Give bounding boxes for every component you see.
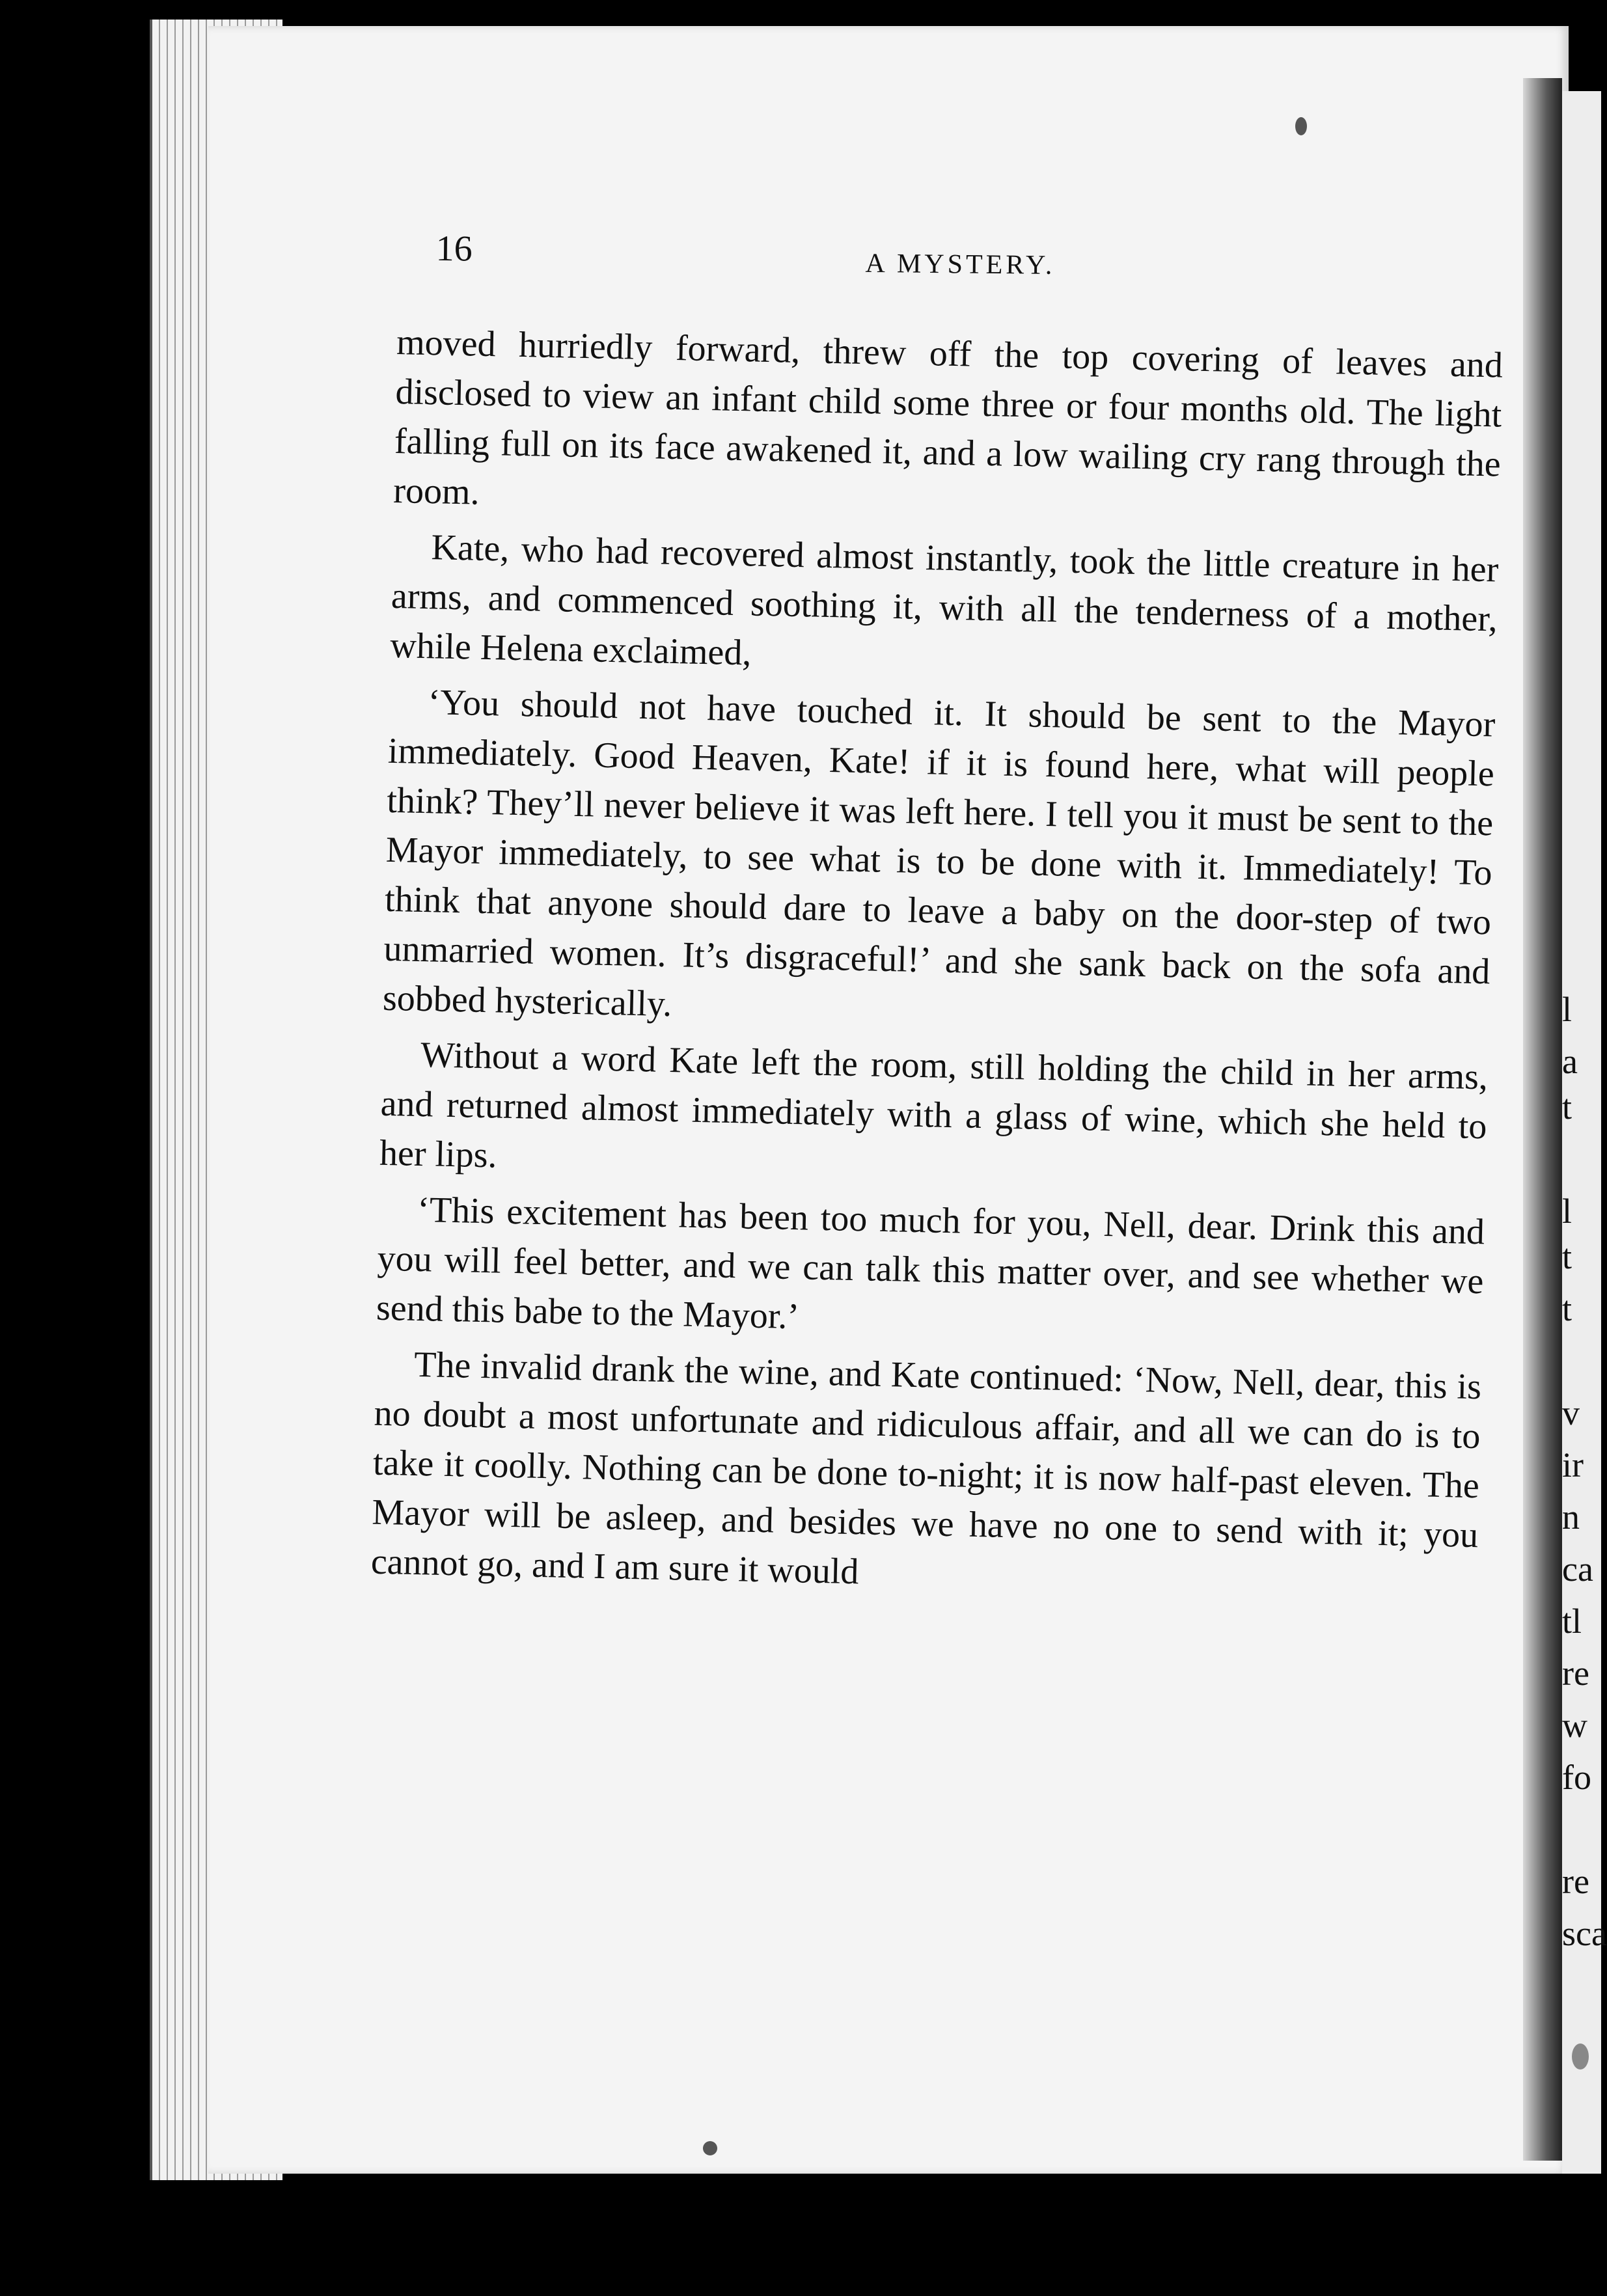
paragraph: ‘This excitement has been too much for you, Nell, dear. Drink this and you will feel better, and we can talk this matter over, and see whether we send this babe to the Mayor.’ <box>376 1189 1485 1337</box>
book-gutter <box>1523 78 1562 2161</box>
facing-fragment: ir <box>1562 1445 1584 1484</box>
facing-page-edge <box>1562 91 1607 2174</box>
facing-fragment: re <box>1562 1862 1589 1901</box>
facing-fragment: re <box>1562 1654 1589 1693</box>
paragraph: ‘You should not have touched it. It should be sent to the Mayor immediately. Good Heaven, Kate! if it is found here, what will people think? They’ll never believe it was left here. I tell you it must be sent to the Mayor immediately, to see what is to be done with it. Immediately! To think that anyone should dare to leave a baby on the door-step of two unmarried women. It’s disgraceful!’ and she sank back on the sofa and sobbed hysterically. <box>382 682 1496 1025</box>
facing-fragment: sca <box>1562 1914 1607 1953</box>
scan-speck <box>1295 117 1307 135</box>
facing-fragment: w <box>1562 1706 1587 1745</box>
paragraph: Kate, who had recovered almost instantly, took the little creature in her arms, and commenced soothing it, with all the tenderness of a mother, while Helena exclaimed, <box>389 527 1499 674</box>
facing-fragment: t <box>1562 1237 1573 1276</box>
facing-fragment: l <box>1562 1192 1573 1231</box>
paragraph: The invalid drank the wine, and Kate continued: ‘Now, Nell, dear, this is no doubt a most unfortunate and ridiculous affair, and all we can do is to take it coolly. Nothing can be done to-night; it is now half-past eleven. The Mayor will be asleep, and besides we have no one to send with it; you cannot go, and I am sure it would <box>370 1344 1482 1592</box>
facing-fragment: ca <box>1562 1550 1593 1589</box>
facing-fragment: t <box>1562 1087 1573 1127</box>
scan-speck <box>1572 2043 1589 2070</box>
facing-fragment: n <box>1562 1497 1580 1537</box>
paragraph: Without a word Kate left the room, still holding the child in her arms, and returned almost immediately with a glass of wine, which she held to her lips. <box>379 1035 1489 1176</box>
facing-fragment: t <box>1562 1289 1573 1328</box>
facing-fragment: v <box>1562 1393 1580 1432</box>
scan-speck <box>703 2141 717 2155</box>
running-title: A MYSTERY. <box>865 248 1056 280</box>
paragraph: moved hurriedly forward, threw off the top covering of leaves and disclosed to view an infant child some three or four months old. The light falling full on its face awakened it, and a low wailing cry rang through the room. <box>392 321 1504 513</box>
facing-fragment: l <box>1562 990 1573 1029</box>
page-number: 16 <box>435 228 473 269</box>
facing-fragment: tl <box>1562 1602 1582 1641</box>
facing-fragment: a <box>1562 1042 1578 1081</box>
facing-fragment: fo <box>1562 1758 1591 1797</box>
body-text <box>370 318 1504 1616</box>
